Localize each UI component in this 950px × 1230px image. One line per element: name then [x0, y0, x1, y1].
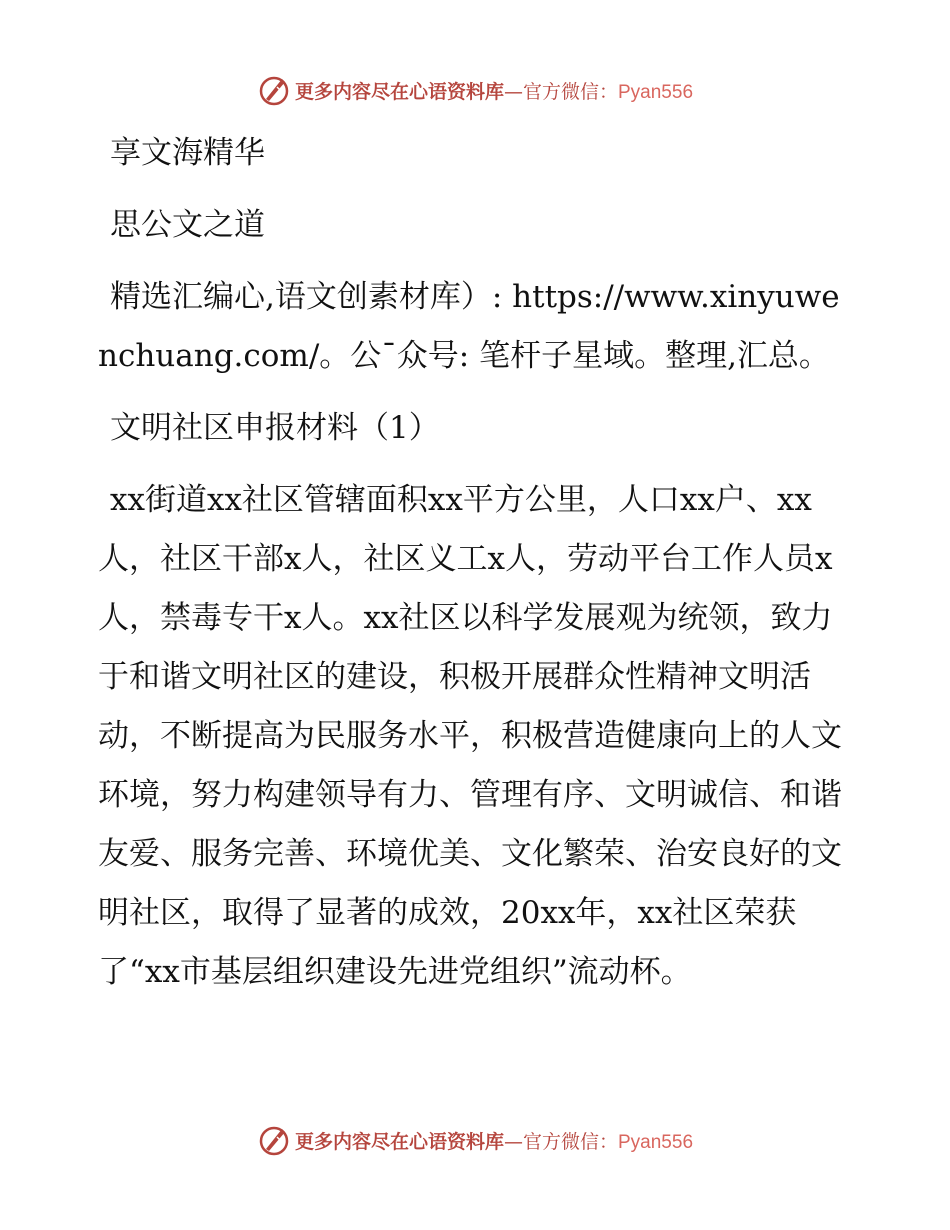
banner-text [295, 77, 693, 104]
header-banner [0, 70, 950, 110]
banner-main-text: 更多内容尽在心语资料库 [294, 80, 504, 103]
quill-pen-logo-icon [257, 1123, 291, 1157]
quill-pen-logo-icon [257, 73, 291, 107]
paragraph-2: 思公文之道 [110, 207, 265, 243]
paragraph-5: xx街道xx社区管辖面积xx平方公里，人口xx户、xx人，社区干部x人，社区义工x人，劳动平台工作人员x人，禁毒专干x人。xx社区以科学发展观为统领，致力于和谐文明社区的建设，积极开展群众性精神文明活动，不断提高为民服务水平，积极营造健康向上的人文环境，努力构建领导有力、管理有序、文明诚信、和谐友爱、服务完善、环境优美、文化繁荣、治安良好的文明社区，取得了显著的成效，20xx年，xx社区荣获了“xx市基层组织建设先进党组织”流动杯。 [98, 482, 842, 990]
footer-banner [0, 1120, 950, 1160]
banner-wechat-handle: Pyan556 [618, 81, 694, 103]
banner-text [295, 1127, 693, 1154]
banner-separator: — [503, 1130, 523, 1153]
banner-official-label: 官方微信： [522, 80, 618, 103]
document-body [98, 124, 858, 1002]
paragraph-3: 精选汇编心,语文创素材库）: https://www.xinyuwenchuang.com/。公¯众号: 笔杆子星域。整理,汇总。 [98, 279, 840, 374]
banner-wechat-handle: Pyan556 [618, 1131, 694, 1153]
paragraph-1: 享文海精华 [110, 135, 265, 171]
banner-separator: — [503, 80, 523, 103]
paragraph-4-heading: 文明社区申报材料（1） [110, 410, 440, 446]
banner-official-label: 官方微信： [522, 1130, 618, 1153]
banner-main-text: 更多内容尽在心语资料库 [294, 1130, 504, 1153]
